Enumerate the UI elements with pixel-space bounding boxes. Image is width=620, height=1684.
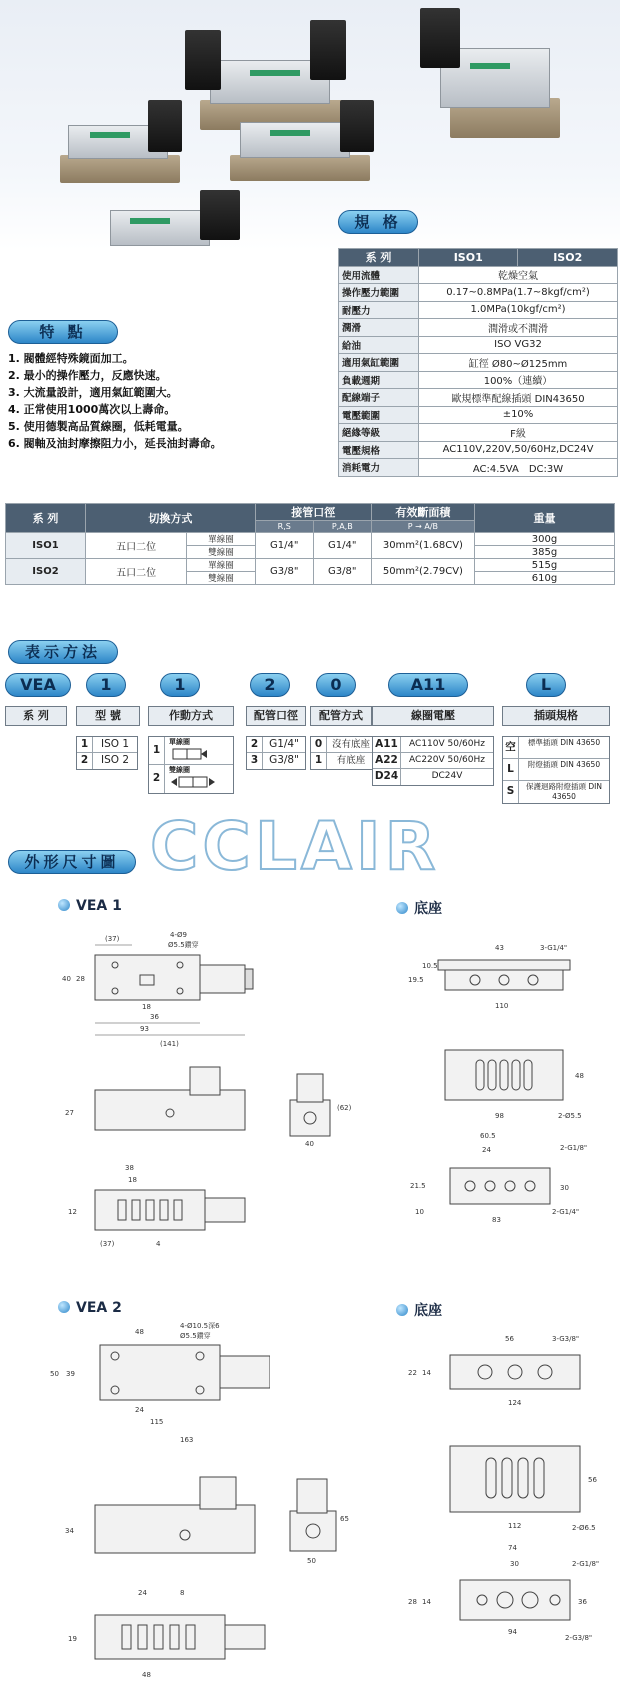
spec-header-iso2: ISO2 [518, 249, 618, 267]
spec-key: 配線端子 [339, 389, 419, 407]
valve-image-5 [110, 190, 260, 250]
vea1-top-view [60, 925, 260, 1055]
spec-key: 耐壓力 [339, 301, 419, 319]
spec-title: 規 格 [338, 210, 418, 234]
svg-text:2-G1/4": 2-G1/4" [552, 1208, 580, 1216]
svg-text:43: 43 [495, 944, 504, 952]
spec-key: 絕緣等級 [339, 424, 419, 442]
svg-text:4: 4 [156, 1240, 161, 1248]
spec-row [339, 424, 618, 442]
spec-value: 乾燥空氣 [419, 266, 618, 284]
selection-row: 雙線圈 385g [6, 546, 615, 559]
svg-text:34: 34 [65, 1527, 74, 1535]
sel-h-weight: 重量 [475, 504, 615, 533]
svg-text:12: 12 [68, 1208, 77, 1216]
vea1-heading: VEA 1 [58, 898, 122, 914]
vea1-bottom-view [60, 1160, 260, 1260]
svg-text:18: 18 [142, 1003, 151, 1011]
bullet-icon [58, 899, 70, 911]
order-code-segment: 1 [86, 673, 126, 697]
spec-key: 操作壓力範圍 [339, 284, 419, 302]
order-category-label: 配管方式 [310, 706, 372, 726]
sel-h-area-sub: P → A/B [371, 521, 474, 533]
svg-text:50: 50 [307, 1557, 316, 1565]
svg-text:124: 124 [508, 1399, 522, 1407]
spec-header-iso1: ISO1 [419, 249, 518, 267]
svg-text:2-G1/8": 2-G1/8" [560, 1144, 588, 1152]
plug-box: 空 標準插頭 DIN 43650 L 附燈插頭 DIN 43650 S 保護迴路附燈插頭 DIN 43650 [502, 736, 610, 804]
selection-row: ISO1 五口二位 單線圈 G1/4" G1/4" 30mm²(1.68CV) 300g [6, 533, 615, 546]
svg-text:48: 48 [135, 1328, 144, 1336]
svg-text:2-G1/8": 2-G1/8" [572, 1560, 600, 1568]
svg-text:36: 36 [578, 1598, 587, 1606]
sel-h-port-pab: P,A,B [313, 521, 371, 533]
svg-text:48: 48 [142, 1671, 151, 1679]
vea2-heading: VEA 2 [58, 1300, 122, 1316]
spec-row [339, 459, 618, 477]
order-code-segment: VEA [5, 673, 71, 697]
svg-text:14: 14 [422, 1598, 431, 1606]
order-code-segment: L [526, 673, 566, 697]
svg-text:30: 30 [560, 1184, 569, 1192]
svg-text:98: 98 [495, 1112, 504, 1120]
spec-value: 100%（連續） [419, 371, 618, 389]
vea1-side-view [60, 1065, 260, 1145]
port-box: 2 G1/4" 3 G3/8" [246, 736, 306, 770]
sel-h-area: 有效斷面積 [371, 504, 474, 521]
order-code-segment: 2 [250, 673, 290, 697]
spec-row [339, 389, 618, 407]
svg-text:40: 40 [62, 975, 71, 983]
valve-image-1 [60, 100, 190, 190]
spec-value: 1.0MPa(10kgf/cm²) [419, 301, 618, 319]
svg-text:28: 28 [76, 975, 85, 983]
spec-row [339, 371, 618, 389]
feature-item: 5. 使用德製高品質線圈，低耗電量。 [8, 420, 189, 433]
svg-text:65: 65 [340, 1515, 349, 1523]
valve-image-3 [230, 100, 380, 190]
svg-text:(37): (37) [100, 1240, 115, 1248]
base1-front-view [400, 930, 600, 1015]
svg-text:94: 94 [508, 1628, 517, 1636]
piping-box: 0 沒有底座 1 有底座 [310, 736, 376, 770]
svg-text:48: 48 [575, 1072, 584, 1080]
sel-h-series: 系 列 [6, 504, 86, 533]
order-code-segment: 1 [160, 673, 200, 697]
base1-bottom-view [400, 1128, 600, 1228]
spec-header-series: 系 列 [339, 249, 419, 267]
spec-value: AC:4.5VA DC:3W [419, 459, 618, 477]
base2-top-view [400, 1430, 610, 1540]
svg-text:110: 110 [495, 1002, 509, 1010]
spec-value: F級 [419, 424, 618, 442]
svg-text:36: 36 [150, 1013, 159, 1021]
sel-h-port: 接管口徑 [255, 504, 371, 521]
spec-row [339, 406, 618, 424]
svg-text:112: 112 [508, 1522, 522, 1530]
model-box: 1 ISO 1 2 ISO 2 [76, 736, 138, 770]
bullet-icon [58, 1301, 70, 1313]
svg-text:24: 24 [138, 1589, 147, 1597]
order-code-segment: A11 [388, 673, 468, 697]
single-coil-symbol [169, 747, 219, 761]
svg-text:19: 19 [68, 1635, 77, 1643]
svg-text:83: 83 [492, 1216, 501, 1224]
brand-watermark: CCLAIR [150, 808, 440, 885]
spec-value: ±10% [419, 406, 618, 424]
svg-text:14: 14 [422, 1369, 431, 1377]
base2-heading: 底座 [396, 1300, 442, 1320]
spec-key: 電壓規格 [339, 441, 419, 459]
ordering-title: 表示方法 [8, 640, 118, 664]
svg-text:56: 56 [588, 1476, 597, 1484]
order-category-label: 插頭規格 [502, 706, 610, 726]
product-photo [0, 0, 620, 250]
svg-text:18: 18 [128, 1176, 137, 1184]
action-box: 1 單線圈 2 雙線圈 [148, 736, 234, 794]
svg-text:10: 10 [415, 1208, 424, 1216]
spec-value: 0.17~0.8MPa(1.7~8kgf/cm²) [419, 284, 618, 302]
base1-heading: 底座 [396, 898, 442, 918]
sel-h-port-rs: R,S [255, 521, 313, 533]
spec-row [339, 319, 618, 337]
svg-text:28: 28 [408, 1598, 417, 1606]
svg-text:3-G3/8": 3-G3/8" [552, 1335, 580, 1343]
order-category-label: 作動方式 [148, 706, 234, 726]
double-coil-symbol [169, 775, 219, 789]
bullet-icon [396, 1304, 408, 1316]
svg-text:Ø5.5鑽穿: Ø5.5鑽穿 [180, 1332, 211, 1340]
svg-text:24: 24 [482, 1146, 491, 1154]
spec-key: 給油 [339, 336, 419, 354]
order-category-label: 系 列 [5, 706, 67, 726]
spec-value: 歐規標準配線插頭 DIN43650 [419, 389, 618, 407]
base2-front-view [400, 1325, 610, 1410]
svg-text:22: 22 [408, 1369, 417, 1377]
spec-row [339, 301, 618, 319]
spec-key: 使用流體 [339, 266, 419, 284]
feature-list [8, 350, 222, 452]
svg-text:56: 56 [505, 1335, 514, 1343]
svg-text:(37): (37) [105, 935, 120, 943]
svg-text:21.5: 21.5 [410, 1182, 426, 1190]
feature-item: 1. 閥體經特殊鏡面加工。 [8, 352, 134, 365]
svg-text:(62): (62) [337, 1104, 352, 1112]
svg-text:2-G3/8": 2-G3/8" [565, 1634, 593, 1642]
svg-text:30: 30 [510, 1560, 519, 1568]
voltage-box: A11 AC110V 50/60Hz A22 AC220V 50/60Hz D24 DC24V [372, 736, 494, 786]
dimensions-title: 外形尺寸圖 [8, 850, 136, 874]
svg-text:50: 50 [50, 1370, 59, 1378]
svg-text:93: 93 [140, 1025, 149, 1033]
svg-text:Ø5.5鑽穿: Ø5.5鑽穿 [168, 941, 199, 949]
spec-value: AC110V,220V,50/60Hz,DC24V [419, 441, 618, 459]
spec-row [339, 336, 618, 354]
svg-text:39: 39 [66, 1370, 75, 1378]
svg-text:(141): (141) [160, 1040, 179, 1048]
svg-text:38: 38 [125, 1164, 134, 1172]
svg-text:27: 27 [65, 1109, 74, 1117]
spec-value: ISO VG32 [419, 336, 618, 354]
svg-text:4-Ø10.5深6: 4-Ø10.5深6 [180, 1322, 220, 1330]
order-code-segment: 0 [316, 673, 356, 697]
svg-text:60.5: 60.5 [480, 1132, 496, 1140]
svg-text:40: 40 [305, 1140, 314, 1148]
svg-text:163: 163 [180, 1436, 194, 1444]
spec-table [338, 248, 618, 477]
svg-text:2-Ø6.5: 2-Ø6.5 [572, 1524, 596, 1532]
svg-text:4-Ø9: 4-Ø9 [170, 931, 187, 939]
order-category-label: 配管口徑 [246, 706, 306, 726]
spec-value: 缸徑 Ø80~Ø125mm [419, 354, 618, 372]
vea2-end-view [285, 1475, 355, 1570]
feature-item: 4. 正常使用1000萬次以上壽命。 [8, 403, 176, 416]
selection-row: ISO2 五口二位 單線圈 G3/8" G3/8" 50mm²(2.79CV) 515g [6, 559, 615, 572]
svg-text:24: 24 [135, 1406, 144, 1414]
valve-image-4 [420, 8, 570, 148]
spec-row [339, 284, 618, 302]
spec-key: 負載週期 [339, 371, 419, 389]
bullet-icon [396, 902, 408, 914]
selection-row: 雙線圈 610g [6, 572, 615, 585]
svg-text:74: 74 [508, 1544, 517, 1552]
vea2-bottom-view [60, 1585, 270, 1680]
svg-text:8: 8 [180, 1589, 185, 1597]
spec-key: 潤滑 [339, 319, 419, 337]
base2-bottom-view [400, 1540, 610, 1650]
sel-h-switch: 切換方式 [86, 504, 256, 533]
spec-row [339, 354, 618, 372]
feature-item: 6. 閥軸及油封摩擦阻力小，延長油封壽命。 [8, 437, 222, 450]
features-title: 特 點 [8, 320, 118, 344]
spec-key: 電壓範圍 [339, 406, 419, 424]
svg-text:10.5: 10.5 [422, 962, 438, 970]
vea1-end-view [285, 1070, 355, 1150]
feature-item: 2. 最小的操作壓力，反應快速。 [8, 369, 167, 382]
spec-row [339, 266, 618, 284]
base1-top-view [400, 1030, 600, 1130]
order-category-label: 線圈電壓 [372, 706, 494, 726]
selection-table [5, 503, 615, 585]
spec-key: 適用氣缸範圍 [339, 354, 419, 372]
svg-text:115: 115 [150, 1418, 164, 1426]
vea2-top-view [40, 1320, 270, 1450]
spec-value: 潤滑或不潤滑 [419, 319, 618, 337]
spec-key: 消耗電力 [339, 459, 419, 477]
feature-item: 3. 大流量設計，適用氣缸範圍大。 [8, 386, 178, 399]
spec-row [339, 441, 618, 459]
svg-text:2-Ø5.5: 2-Ø5.5 [558, 1112, 582, 1120]
order-category-label: 型 號 [76, 706, 140, 726]
svg-text:19.5: 19.5 [408, 976, 424, 984]
vea2-side-view [60, 1475, 270, 1565]
svg-text:3-G1/4": 3-G1/4" [540, 944, 568, 952]
